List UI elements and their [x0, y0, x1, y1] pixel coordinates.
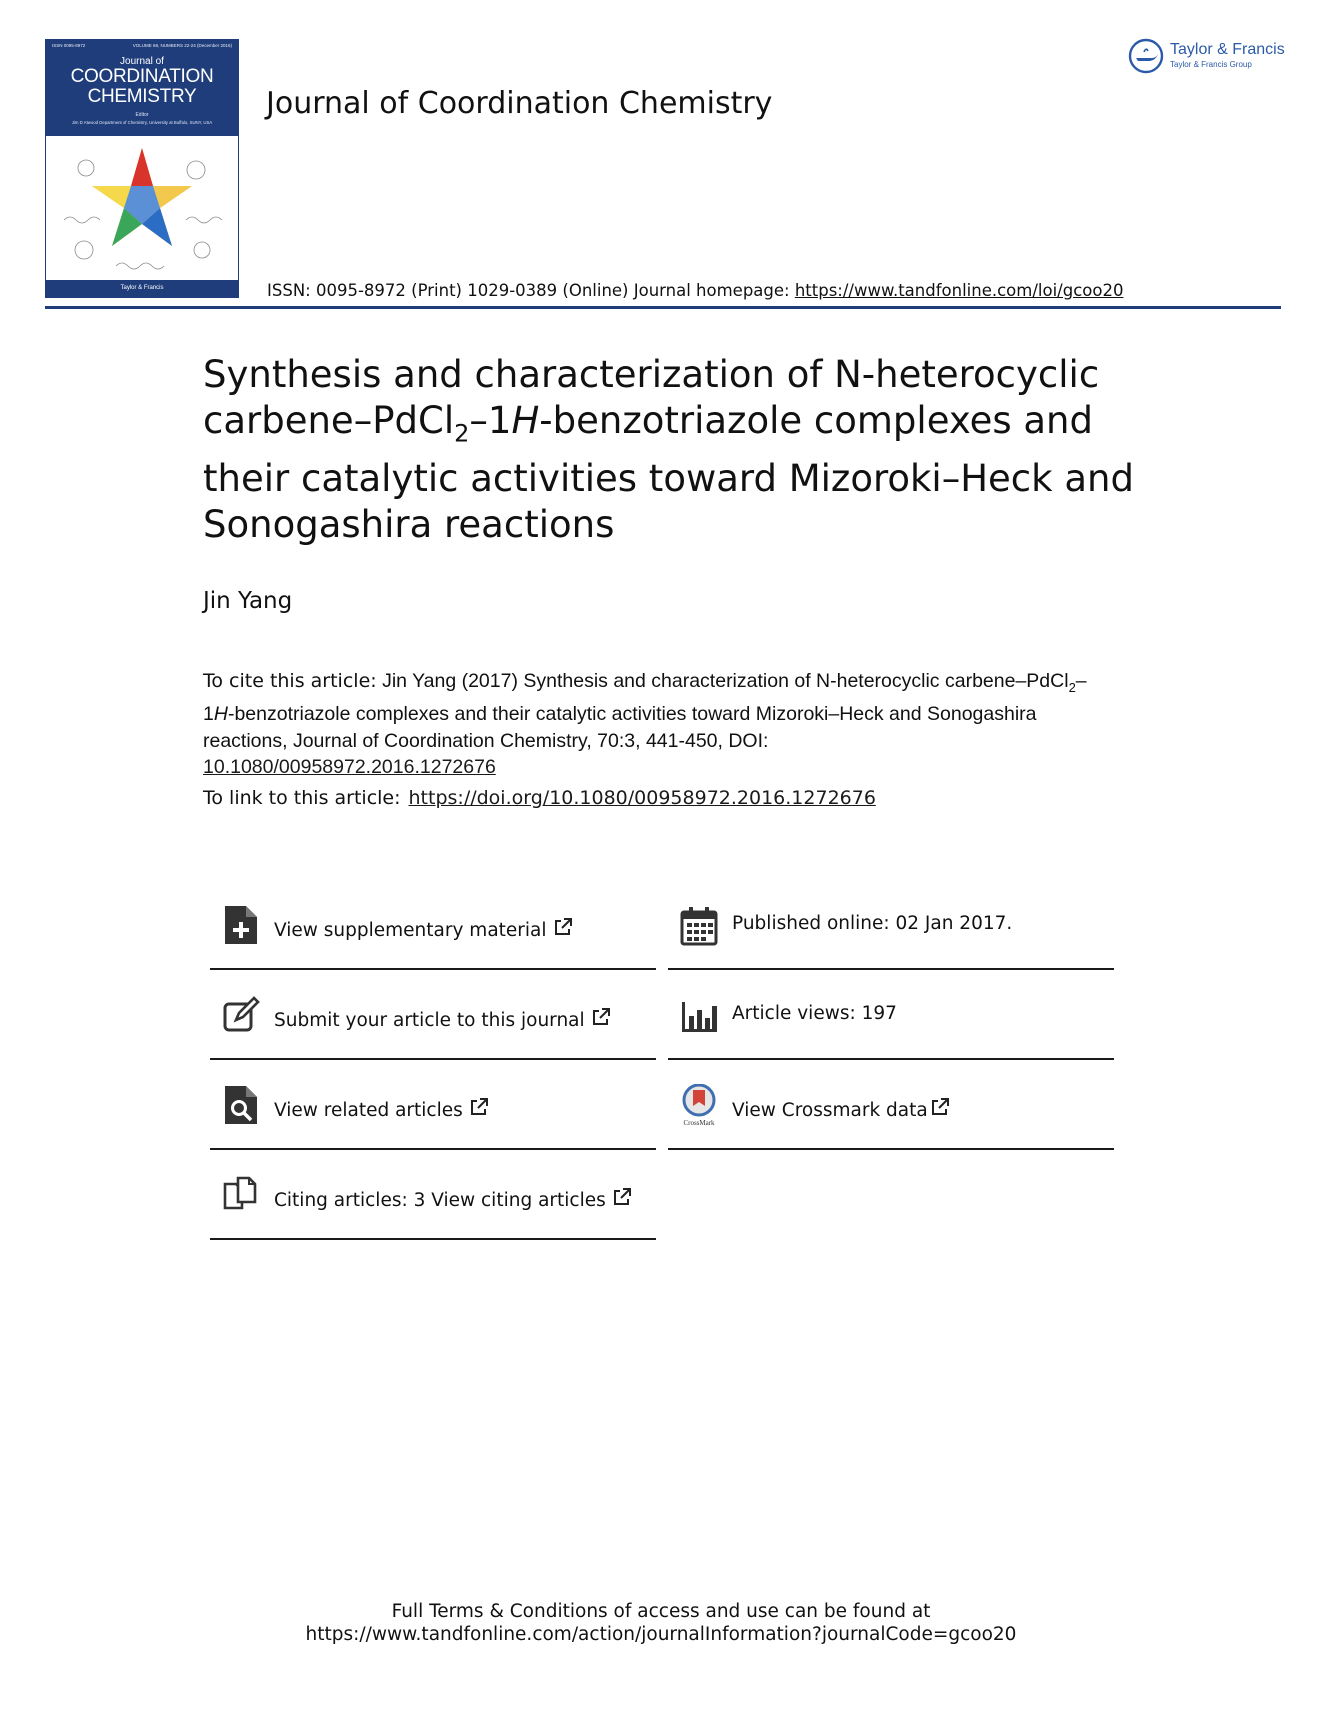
cover-header: [46, 40, 238, 136]
cover-editor-label: Editor: [135, 112, 149, 118]
calendar-icon: [680, 904, 718, 946]
external-link-icon: [930, 1097, 950, 1117]
related-label: View related articles: [274, 1100, 463, 1121]
external-link-icon: [591, 1007, 611, 1027]
file-plus-icon: [222, 904, 260, 946]
citing-box[interactable]: [210, 1150, 656, 1240]
external-link-icon: [612, 1187, 632, 1207]
article-link-line: [203, 787, 876, 809]
terms-line: Full Terms & Conditions of access and use can be found at: [391, 1601, 931, 1622]
cover-issn: ISSN 0095-8972: [52, 43, 86, 48]
terms-url[interactable]: https://www.tandfonline.com/action/journalInformation?journalCode=gcoo20: [305, 1624, 1017, 1645]
crossmark-label: View Crossmark data: [732, 1100, 928, 1121]
submit-box[interactable]: [210, 970, 656, 1060]
publisher-group: Taylor & Francis Group: [1170, 60, 1252, 69]
box-divider: [668, 1148, 1114, 1150]
header-rule: [45, 306, 1281, 309]
journal-cover: [45, 39, 239, 298]
article-author: Jin Yang: [203, 588, 293, 614]
submit-label: Submit your article to this journal: [274, 1010, 585, 1031]
citation-label: To cite this article:: [203, 670, 377, 692]
taylor-francis-lamp-icon: [1128, 38, 1164, 74]
copy-icon: [222, 1174, 260, 1216]
box-divider: [210, 1238, 656, 1240]
crossmark-logo-text: CrossMark: [683, 1119, 715, 1126]
published-label: Published online: 02 Jan 2017.: [732, 913, 1013, 934]
crossmark-box[interactable]: [668, 1060, 1114, 1150]
citation-block: To cite this article: Jin Yang (2017) Synthesis and characterization of N-heterocyclic carbene–PdCl$_2$–1H-benzotriazole complexes and their catalytic activities toward Mizoroki–Heck and Sonogashira reactions, Journal of Coordination Chemistry, 70:3, 441-450, DOI: 10.1080/00958972.2016.1272676: [203, 670, 1087, 779]
cover-star-illustration: [56, 140, 228, 280]
supplementary-label: View supplementary material: [274, 920, 547, 941]
cover-journal-of: Journal of: [120, 56, 164, 67]
cover-volume: VOLUME 69, NUMBERS 22-24 (December 2016): [132, 43, 232, 48]
related-box[interactable]: [210, 1060, 656, 1150]
cover-title-line1: COORDINATION: [70, 66, 214, 87]
publisher-logo: [1128, 38, 1288, 78]
link-label: To link to this article:: [203, 787, 401, 809]
bar-chart-icon: [680, 994, 718, 1036]
edit-icon: [222, 994, 260, 1036]
terms-footer: [0, 1600, 1322, 1646]
issn-text: ISSN: 0095-8972 (Print) 1029-0389 (Online) Journal homepage:: [267, 281, 795, 300]
journal-title: Journal of Coordination Chemistry: [266, 86, 773, 121]
crossmark-icon: [680, 1084, 718, 1126]
cover-publisher: Taylor & Francis: [46, 280, 238, 297]
publisher-name: Taylor & Francis: [1170, 41, 1285, 58]
published-box: [668, 880, 1114, 970]
document-search-icon: [222, 1084, 260, 1126]
article-title: Synthesis and characterization of N-heterocyclic carbene–PdCl$_2$–1H-benzotriazole complexes and their catalytic activities toward Mizoroki–Heck and Sonogashira reactions: [203, 353, 1134, 547]
cover-editor: Jim D Atwood Department of Chemistry, University at Buffalo, SUNY, USA: [71, 120, 213, 125]
citation-doi-link[interactable]: 10.1080/00958972.2016.1272676: [203, 756, 496, 779]
doi-link[interactable]: https://doi.org/10.1080/00958972.2016.1272676: [408, 787, 876, 809]
views-label: Article views: 197: [732, 1003, 897, 1024]
external-link-icon: [553, 917, 573, 937]
journal-homepage-link[interactable]: https://www.tandfonline.com/loi/gcoo20: [794, 281, 1124, 300]
supplementary-box[interactable]: [210, 880, 656, 970]
issn-line: [267, 281, 1123, 300]
views-box: [668, 970, 1114, 1060]
external-link-icon: [469, 1097, 489, 1117]
citing-label: Citing articles: 3 View citing articles: [274, 1190, 606, 1211]
cover-title-line2: CHEMISTRY: [87, 86, 197, 107]
